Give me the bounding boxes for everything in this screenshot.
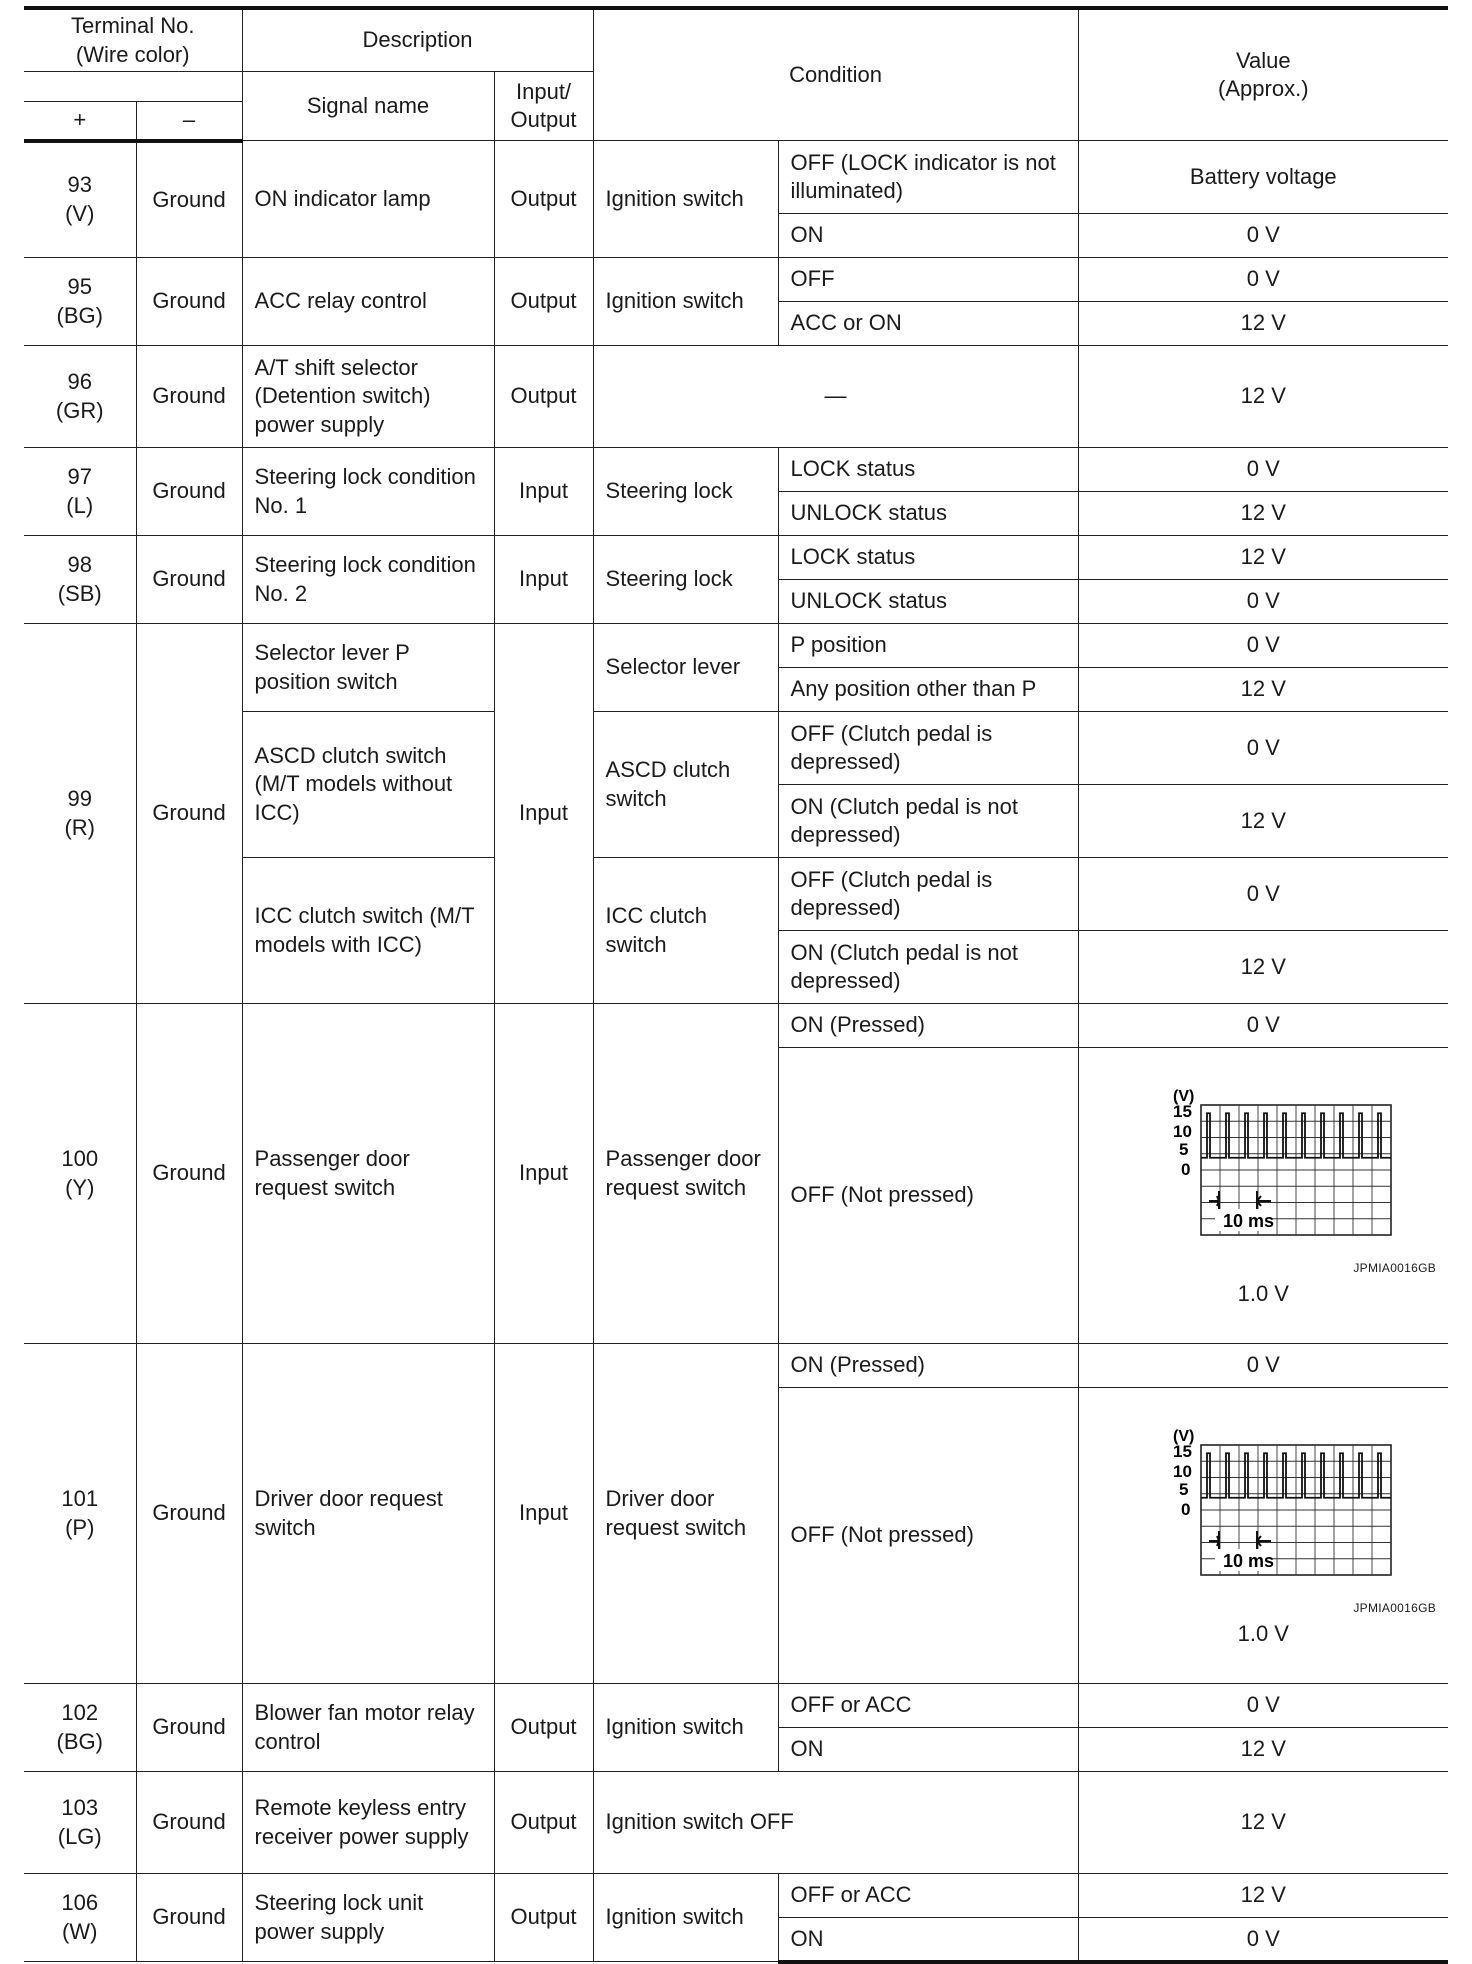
signal-name: Selector lever P position switch (242, 624, 494, 712)
voltage-waveform-graph (1123, 1083, 1403, 1259)
condition-state: OFF (Clutch pedal is depressed) (778, 712, 1078, 785)
signal-value: 12 V (1078, 492, 1448, 536)
terminal-number (24, 1684, 136, 1772)
table-row (24, 624, 1448, 668)
wire-color: (Y) (65, 1174, 95, 1200)
terminal-no: 99 (67, 786, 92, 812)
waveform-figure (1078, 1048, 1448, 1344)
terminal-no: 103 (61, 1795, 99, 1821)
signal-value: 12 V (1078, 668, 1448, 712)
condition-state: ON (Pressed) (778, 1004, 1078, 1048)
condition-state: OFF or ACC (778, 1684, 1078, 1728)
terminal-no: 96 (67, 369, 92, 395)
condition-state: ON (778, 1918, 1078, 1962)
wire-color: (L) (66, 492, 94, 518)
y-axis-tick: 15 (1173, 1101, 1193, 1121)
terminal-number (24, 1004, 136, 1344)
terminal-spec-table (24, 6, 1448, 1964)
y-axis-tick: 0 (1181, 1159, 1191, 1179)
header-input-output: Input/ Output (494, 72, 593, 141)
input-output: Input (494, 624, 593, 1004)
input-output: Output (494, 1684, 593, 1772)
signal-value: 1.0 V (1237, 1621, 1289, 1647)
condition-state: OFF (Clutch pedal is depressed) (778, 858, 1078, 931)
signal-name: Steering lock condition No. 1 (242, 448, 494, 536)
signal-name: Remote keyless entry receiver power supply (242, 1772, 494, 1874)
input-output: Output (494, 1874, 593, 1962)
y-axis-tick: 10 (1173, 1121, 1193, 1141)
signal-value: 0 V (1078, 858, 1448, 931)
condition-state: ON (Pressed) (778, 1344, 1078, 1388)
input-output: Input (494, 1004, 593, 1344)
terminal-number (24, 141, 136, 258)
terminal-number (24, 1344, 136, 1684)
signal-value: 12 V (1078, 785, 1448, 858)
signal-name: A/T shift selector (Detention switch) power supply (242, 346, 494, 448)
input-output: Output (494, 1772, 593, 1874)
wire-color: (LG) (57, 1823, 102, 1849)
ground-terminal: Ground (136, 624, 242, 1004)
figure-id: JPMIA0016GB (1353, 1600, 1437, 1615)
signal-value: 12 V (1078, 1874, 1448, 1918)
y-axis-tick: 5 (1179, 1139, 1189, 1159)
table-row (24, 448, 1448, 492)
table-row (24, 346, 1448, 448)
header-minus: – (136, 102, 242, 141)
condition-state: OFF (Not pressed) (778, 1388, 1078, 1684)
condition-state: Any position other than P (778, 668, 1078, 712)
terminal-no: 102 (61, 1700, 99, 1726)
time-scale-label: 10 ms (1223, 1210, 1275, 1231)
signal-name: Driver door request switch (242, 1344, 494, 1684)
signal-value: 0 V (1078, 580, 1448, 624)
signal-value: 12 V (1078, 1772, 1448, 1874)
condition: Ignition switch OFF (593, 1772, 1078, 1874)
terminal-no: 95 (67, 274, 92, 300)
signal-name: Steering lock unit power supply (242, 1874, 494, 1962)
terminal-number (24, 448, 136, 536)
y-axis-tick: 5 (1179, 1479, 1189, 1499)
y-axis-tick: 10 (1173, 1461, 1193, 1481)
signal-value: 0 V (1078, 1684, 1448, 1728)
condition: Ignition switch (593, 1874, 778, 1962)
scale-arrow-right (1257, 1196, 1271, 1206)
condition: Steering lock (593, 536, 778, 624)
signal-value: 0 V (1078, 258, 1448, 302)
signal-name: ASCD clutch switch (M/T models without ICC) (242, 712, 494, 858)
terminal-no: 97 (67, 464, 92, 490)
ground-terminal: Ground (136, 448, 242, 536)
ground-terminal: Ground (136, 1684, 242, 1772)
input-output: Output (494, 258, 593, 346)
terminal-number (24, 536, 136, 624)
input-output: Input (494, 448, 593, 536)
signal-value: 12 V (1078, 931, 1448, 1004)
ground-terminal: Ground (136, 1004, 242, 1344)
signal-name: Blower fan motor relay control (242, 1684, 494, 1772)
header-description: Description (242, 8, 593, 72)
header-value: Value (Approx.) (1078, 8, 1448, 141)
y-axis-unit: (V) (1173, 1427, 1195, 1445)
time-scale-label: 10 ms (1223, 1550, 1275, 1571)
header-signal-name: Signal name (242, 72, 494, 141)
voltage-waveform-graph (1123, 1423, 1403, 1599)
header-plus: + (24, 102, 136, 141)
condition-state: OFF (LOCK indicator is not illuminated) (778, 141, 1078, 214)
condition-state: ON (Clutch pedal is not depressed) (778, 785, 1078, 858)
condition-state: OFF (778, 258, 1078, 302)
input-output: Output (494, 346, 593, 448)
terminal-number (24, 258, 136, 346)
signal-value: 12 V (1078, 346, 1448, 448)
wire-color: (W) (62, 1918, 98, 1944)
condition-state: LOCK status (778, 448, 1078, 492)
wire-color: (R) (64, 814, 96, 840)
condition-state: ON (778, 214, 1078, 258)
header-terminal-no: Terminal No. (Wire color) (24, 8, 242, 72)
scale-arrow-left (1209, 1536, 1219, 1546)
waveform-figure (1078, 1388, 1448, 1684)
wire-color: (SB) (57, 580, 102, 606)
condition: ICC clutch switch (593, 858, 778, 1004)
signal-value: 0 V (1078, 1344, 1448, 1388)
terminal-number (24, 1874, 136, 1962)
header-terminal-no-cont (24, 72, 242, 102)
table-row (24, 1004, 1448, 1048)
wire-color: (BG) (56, 302, 103, 328)
input-output: Input (494, 536, 593, 624)
table-row (24, 258, 1448, 302)
signal-value: Battery voltage (1078, 141, 1448, 214)
ground-terminal: Ground (136, 346, 242, 448)
signal-name: ICC clutch switch (M/T models with ICC) (242, 858, 494, 1004)
condition-state: OFF or ACC (778, 1874, 1078, 1918)
condition: Ignition switch (593, 141, 778, 258)
signal-value: 12 V (1078, 536, 1448, 580)
condition-state: UNLOCK status (778, 580, 1078, 624)
condition-state: ACC or ON (778, 302, 1078, 346)
header-condition: Condition (593, 8, 1078, 141)
signal-value: 1.0 V (1237, 1281, 1289, 1307)
terminal-no: 100 (61, 1146, 99, 1172)
condition-state: OFF (Not pressed) (778, 1048, 1078, 1344)
terminal-no: 106 (61, 1890, 99, 1916)
wire-color: (P) (65, 1514, 95, 1540)
signal-value: 0 V (1078, 712, 1448, 785)
y-axis-unit: (V) (1173, 1087, 1195, 1105)
ground-terminal: Ground (136, 1874, 242, 1962)
signal-value: 0 V (1078, 624, 1448, 668)
scale-arrow-right (1257, 1536, 1271, 1546)
wire-color: (BG) (56, 1728, 103, 1754)
table-row (24, 1772, 1448, 1874)
condition: Driver door request switch (593, 1344, 778, 1684)
condition-state: LOCK status (778, 536, 1078, 580)
condition-state: ON (778, 1728, 1078, 1772)
terminal-no: 93 (67, 172, 92, 198)
ground-terminal: Ground (136, 258, 242, 346)
signal-value: 0 V (1078, 1918, 1448, 1962)
terminal-number (24, 624, 136, 1004)
ground-terminal: Ground (136, 1344, 242, 1684)
y-axis-tick: 0 (1181, 1499, 1191, 1519)
input-output: Output (494, 141, 593, 258)
condition: Ignition switch (593, 1684, 778, 1772)
terminal-number (24, 346, 136, 448)
scale-arrow-left (1209, 1196, 1219, 1206)
condition: Steering lock (593, 448, 778, 536)
condition: — (593, 346, 1078, 448)
signal-name: Steering lock condition No. 2 (242, 536, 494, 624)
condition: Passenger door request switch (593, 1004, 778, 1344)
input-output: Input (494, 1344, 593, 1684)
terminal-number (24, 1772, 136, 1874)
signal-value: 0 V (1078, 1004, 1448, 1048)
condition-state: UNLOCK status (778, 492, 1078, 536)
table-row (24, 536, 1448, 580)
signal-name: ACC relay control (242, 258, 494, 346)
figure-id: JPMIA0016GB (1353, 1260, 1437, 1275)
condition-state: ON (Clutch pedal is not depressed) (778, 931, 1078, 1004)
signal-value: 12 V (1078, 302, 1448, 346)
signal-value: 0 V (1078, 448, 1448, 492)
y-axis-tick: 15 (1173, 1441, 1193, 1461)
table-row (24, 1874, 1448, 1918)
terminal-no: 101 (61, 1486, 99, 1512)
table-row (24, 1684, 1448, 1728)
ground-terminal: Ground (136, 1772, 242, 1874)
wire-color: (GR) (55, 397, 104, 423)
condition-state: P position (778, 624, 1078, 668)
signal-value: 12 V (1078, 1728, 1448, 1772)
table-row (24, 141, 1448, 214)
ground-terminal: Ground (136, 536, 242, 624)
condition: Selector lever (593, 624, 778, 712)
condition: ASCD clutch switch (593, 712, 778, 858)
signal-value: 0 V (1078, 214, 1448, 258)
condition: Ignition switch (593, 258, 778, 346)
signal-name: ON indicator lamp (242, 141, 494, 258)
ground-terminal: Ground (136, 141, 242, 258)
wire-color: (V) (65, 200, 95, 226)
table-row (24, 1344, 1448, 1388)
signal-name: Passenger door request switch (242, 1004, 494, 1344)
terminal-no: 98 (67, 552, 92, 578)
